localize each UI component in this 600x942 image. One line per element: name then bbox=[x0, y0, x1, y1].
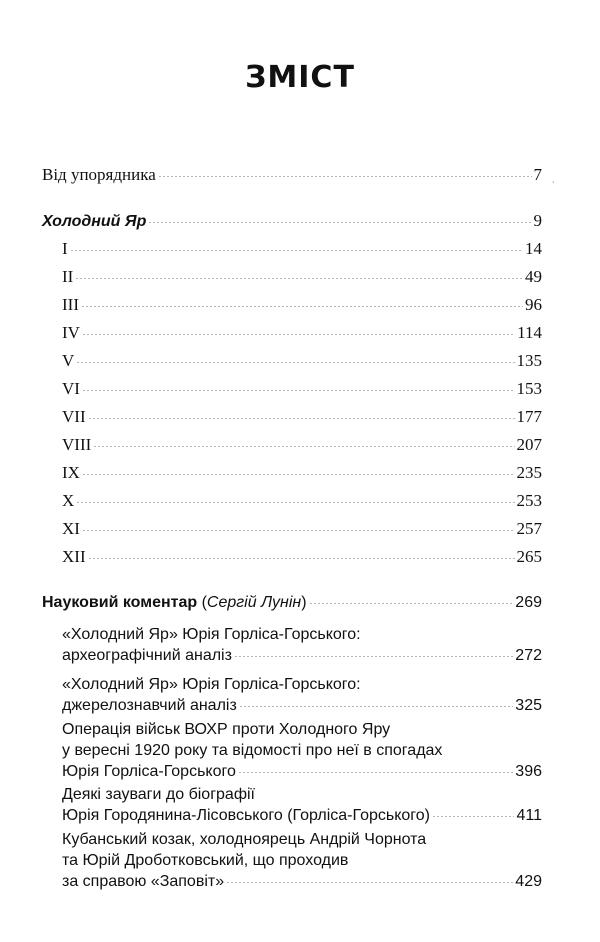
dot-leader bbox=[76, 362, 514, 363]
dot-leader bbox=[238, 772, 513, 773]
toc-entry-article[interactable] bbox=[62, 674, 542, 716]
chapter-number: IX bbox=[62, 463, 80, 482]
article-title-line: Юрія Горліса-Горського bbox=[62, 763, 236, 780]
article-title-line: та Юрій Дроботковський, що проходив bbox=[62, 852, 349, 869]
dot-leader bbox=[88, 418, 515, 419]
toc-entry-chapter[interactable] bbox=[62, 266, 542, 287]
toc-entry-part2[interactable] bbox=[42, 592, 542, 613]
dot-leader bbox=[226, 882, 513, 883]
toc-entry-page: 177 bbox=[516, 407, 542, 426]
toc-entry-intro[interactable] bbox=[42, 164, 542, 185]
toc-entry-author: Сергій Лунін bbox=[206, 594, 302, 611]
article-title-line: Деякі зауваги до біографії bbox=[62, 786, 255, 803]
chapter-number: X bbox=[62, 491, 75, 510]
dot-leader bbox=[82, 390, 515, 391]
toc-entry-page: 411 bbox=[516, 807, 542, 824]
author-close-paren: ) bbox=[301, 594, 307, 611]
article-title-line: у вересні 1920 року та відомості про неї в спогадах bbox=[62, 742, 443, 759]
dot-leader bbox=[76, 502, 514, 503]
toc-entry-chapter[interactable] bbox=[62, 518, 542, 539]
stray-mark: · bbox=[552, 178, 555, 187]
dot-leader bbox=[75, 278, 523, 279]
dot-leader bbox=[309, 603, 514, 604]
toc-entry-chapter[interactable] bbox=[62, 406, 542, 427]
toc-entry-page: 49 bbox=[525, 267, 542, 286]
chapter-number: II bbox=[62, 267, 74, 286]
toc-entry-chapter[interactable] bbox=[62, 350, 542, 371]
toc-entry-page: 396 bbox=[515, 763, 542, 780]
toc-entry-page: 235 bbox=[516, 463, 542, 482]
chapter-number: IV bbox=[62, 323, 80, 342]
chapter-number: VI bbox=[62, 379, 80, 398]
author-open-paren: ( bbox=[197, 594, 207, 611]
toc-entry-page: 272 bbox=[515, 647, 542, 664]
toc-entry-page: 429 bbox=[515, 873, 542, 890]
dot-leader bbox=[148, 222, 531, 223]
article-title-line: археографічний аналіз bbox=[62, 647, 232, 664]
dot-leader bbox=[234, 656, 513, 657]
toc-entry-page: 269 bbox=[515, 594, 542, 611]
chapter-number: VIII bbox=[62, 435, 92, 454]
chapter-number: III bbox=[62, 295, 79, 314]
toc-entry-page: 114 bbox=[517, 323, 542, 342]
page-title: ЗМІСТ bbox=[245, 60, 355, 95]
toc-entry-page: 135 bbox=[516, 351, 542, 370]
article-title-line: за справою «Заповіт» bbox=[62, 873, 225, 890]
chapter-number: I bbox=[62, 239, 68, 258]
toc-entry-article[interactable] bbox=[62, 784, 542, 826]
article-title-line: Юрія Городянина-Лісовського (Горліса-Горського) bbox=[62, 807, 430, 824]
dot-leader bbox=[158, 176, 532, 177]
toc-entry-chapter[interactable] bbox=[62, 294, 542, 315]
toc-entry-page: 7 bbox=[533, 165, 542, 184]
toc-entry-article[interactable] bbox=[62, 624, 542, 666]
toc-entry-chapter[interactable] bbox=[62, 462, 542, 483]
chapter-number: XI bbox=[62, 519, 80, 538]
dot-leader bbox=[93, 446, 514, 447]
article-title-line: Кубанський козак, холодноярець Андрій Чорнота bbox=[62, 831, 427, 848]
toc-entry-label: Від упорядника bbox=[42, 165, 156, 184]
toc-entry-page: 153 bbox=[516, 379, 542, 398]
dot-leader bbox=[82, 474, 515, 475]
toc-entry-chapter[interactable] bbox=[62, 546, 542, 567]
dot-leader bbox=[70, 250, 523, 251]
chapter-number: V bbox=[62, 351, 75, 370]
toc-entry-page: 9 bbox=[533, 211, 542, 230]
dot-leader bbox=[432, 816, 514, 817]
toc-entry-page: 253 bbox=[516, 491, 542, 510]
toc-entry-page: 207 bbox=[516, 435, 542, 454]
toc-entry-chapter[interactable] bbox=[62, 378, 542, 399]
article-title-line: джерелознавчий аналіз bbox=[62, 697, 237, 714]
article-title-line: Операція військ ВОХР проти Холодного Яру bbox=[62, 721, 391, 738]
dot-leader bbox=[81, 306, 523, 307]
toc-entry-label: Науковий коментар bbox=[42, 594, 198, 611]
toc-entry-page: 257 bbox=[516, 519, 542, 538]
dot-leader bbox=[88, 558, 515, 559]
dot-leader bbox=[82, 530, 515, 531]
chapter-number: VII bbox=[62, 407, 86, 426]
toc-entry-page: 96 bbox=[525, 295, 542, 314]
toc-entry-part1[interactable] bbox=[42, 210, 542, 232]
toc-entry-article[interactable] bbox=[62, 829, 542, 892]
toc-entry-chapter[interactable] bbox=[62, 434, 542, 455]
toc-entry-page: 265 bbox=[516, 547, 542, 566]
chapter-number: XII bbox=[62, 547, 86, 566]
article-title-line: «Холодний Яр» Юрія Горліса-Горського: bbox=[62, 676, 361, 693]
article-title-line: «Холодний Яр» Юрія Горліса-Горського: bbox=[62, 626, 361, 643]
toc-entry-article[interactable] bbox=[62, 719, 542, 782]
toc-entry-chapter[interactable] bbox=[62, 322, 542, 343]
toc-entry-chapter[interactable] bbox=[62, 490, 542, 511]
toc-entry-label: Холодний Яр bbox=[42, 213, 147, 230]
toc-entry-chapter[interactable] bbox=[62, 238, 542, 259]
dot-leader bbox=[82, 334, 515, 335]
dot-leader bbox=[239, 706, 513, 707]
toc-entry-page: 14 bbox=[525, 239, 542, 258]
toc-entry-page: 325 bbox=[515, 697, 542, 714]
